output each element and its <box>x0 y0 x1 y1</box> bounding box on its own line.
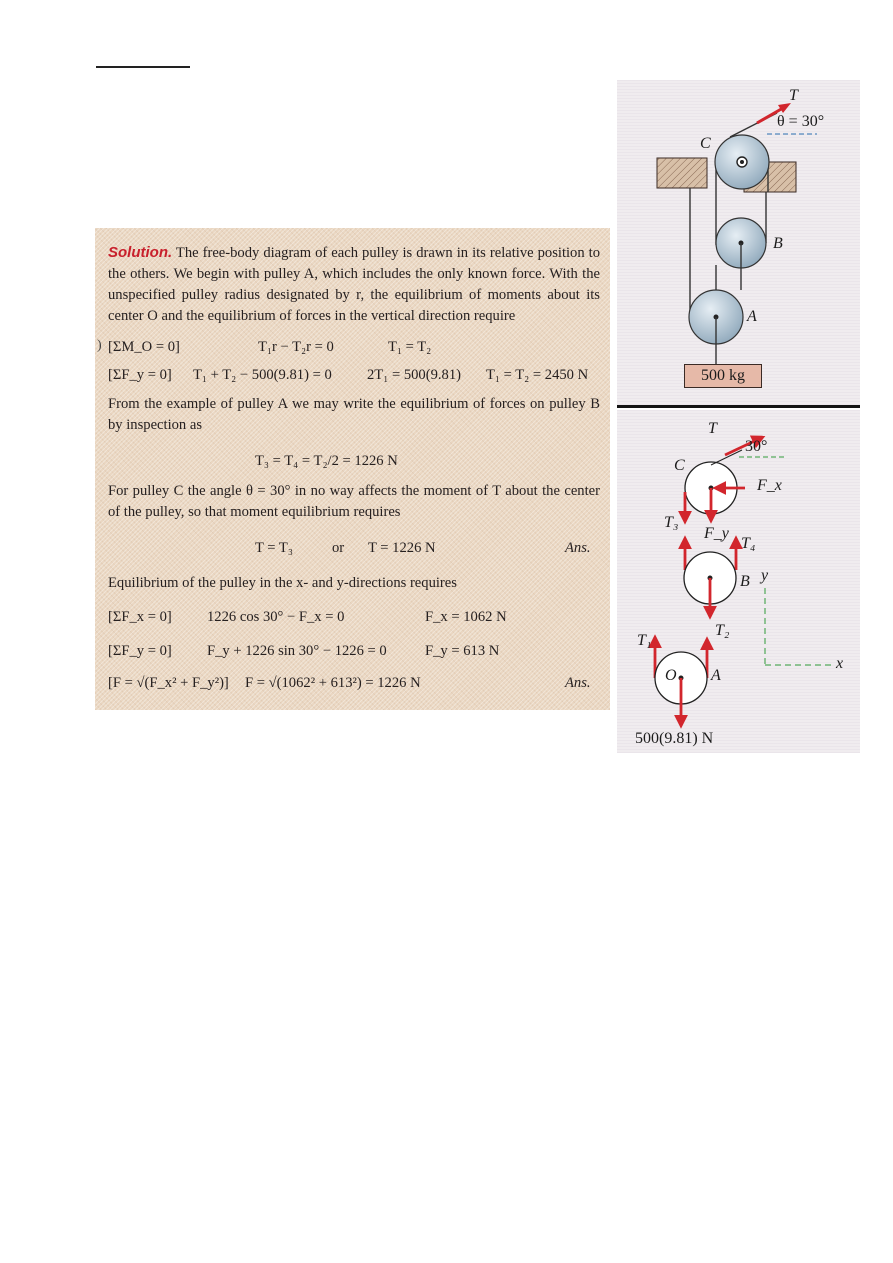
free-body-drawing <box>617 410 860 753</box>
eq6-label: [ΣF_y = 0] <box>108 643 172 659</box>
fbd-t2-label: T₂ <box>715 622 730 639</box>
solution-panel <box>95 228 610 710</box>
fbd-tension-label: T <box>708 420 717 437</box>
solution-paragraph-1 <box>108 242 600 327</box>
eq6-b: F_y = 613 N <box>425 643 500 659</box>
eq2-c: T₁ = T₂ = 2450 N <box>486 367 589 383</box>
eq2-b: 2T₁ = 500(9.81) <box>367 367 461 383</box>
free-body-diagram-figure <box>617 410 860 753</box>
fbd-pulley-a-label: A <box>711 667 721 684</box>
heading-underline <box>96 66 190 68</box>
solution-paragraph-4: Equilibrium of the pulley in the x- and y-directions requires <box>108 575 457 591</box>
eq4-a: T = T₃ <box>255 540 293 556</box>
eq5-label: [ΣF_x = 0] <box>108 609 172 625</box>
fbd-axis-x-label: x <box>836 655 844 672</box>
fbd-fx-label: F_x <box>757 477 782 494</box>
eq4-ans: Ans. <box>565 540 591 556</box>
eq5-a: 1226 cos 30° − F_x = 0 <box>207 609 345 625</box>
top-pulley-b-label: B <box>773 235 783 252</box>
top-pulley-c-label: C <box>700 135 711 152</box>
solution-paragraph-3: For pulley C the angle θ = 30° in no way affects the moment of T about the center of the pulley, so that moment equilibrium requires <box>108 483 600 520</box>
fbd-fy-label: F_y <box>704 525 729 542</box>
fbd-t4-label: T₄ <box>741 535 756 552</box>
figure-divider <box>617 405 860 408</box>
ceiling-left <box>657 158 707 188</box>
eq1-label: [ΣM_O = 0] <box>108 339 180 355</box>
eq2-a: T₁ + T₂ − 500(9.81) = 0 <box>193 367 332 383</box>
mass-block: 500 kg <box>684 364 762 388</box>
solution-paragraph-2: From the example of pulley A we may write the equilibrium of forces on pulley B by inspection as <box>108 396 600 433</box>
eq6-a: F_y + 1226 sin 30° − 1226 = 0 <box>207 643 387 659</box>
eq1-b: T₁ = T₂ <box>388 339 432 355</box>
fbd-t1-label: T₁ <box>637 632 652 649</box>
eq3: T₃ = T₄ = T₂/2 = 1226 N <box>255 453 398 469</box>
top-angle-label: θ = 30° <box>777 113 825 130</box>
fbd-pulley-b-label: B <box>740 573 750 590</box>
eq4-b: T = 1226 N <box>368 540 436 556</box>
eq5-b: F_x = 1062 N <box>425 609 507 625</box>
fbd-t3-label: T₃ <box>664 514 679 531</box>
eq1-a: T₁r − T₂r = 0 <box>258 339 334 355</box>
margin-mark: ) <box>97 338 102 353</box>
eq4-or: or <box>332 540 345 556</box>
solution-paragraph-1-text: The free-body diagram of each pulley is drawn in its relative position to the others. We begin with pulley A, which includes the only known force. With the unspecified pulley radius designated by r, the equilibrium of moments about its center O and the equilibrium of forces in the vertical direction require <box>108 245 600 324</box>
top-tension-label: T <box>789 87 798 104</box>
fbd-pulley-c-label: C <box>674 457 685 474</box>
eq7-label: [F = √(F_x² + F_y²)] <box>108 675 229 691</box>
eq7-a: F = √(1062² + 613²) = 1226 N <box>245 675 421 691</box>
eq7-ans: Ans. <box>565 675 591 691</box>
fbd-weight-label: 500(9.81) N <box>635 730 714 747</box>
fbd-axis-y-label: y <box>761 567 769 584</box>
fbd-angle-label: 30° <box>745 438 768 455</box>
eq2-label: [ΣF_y = 0] <box>108 367 172 383</box>
fbd-center-o-label: O <box>665 667 677 684</box>
top-pulley-a-label: A <box>747 308 757 325</box>
pulley-system-figure <box>617 80 860 405</box>
solution-label: Solution. <box>108 244 173 261</box>
